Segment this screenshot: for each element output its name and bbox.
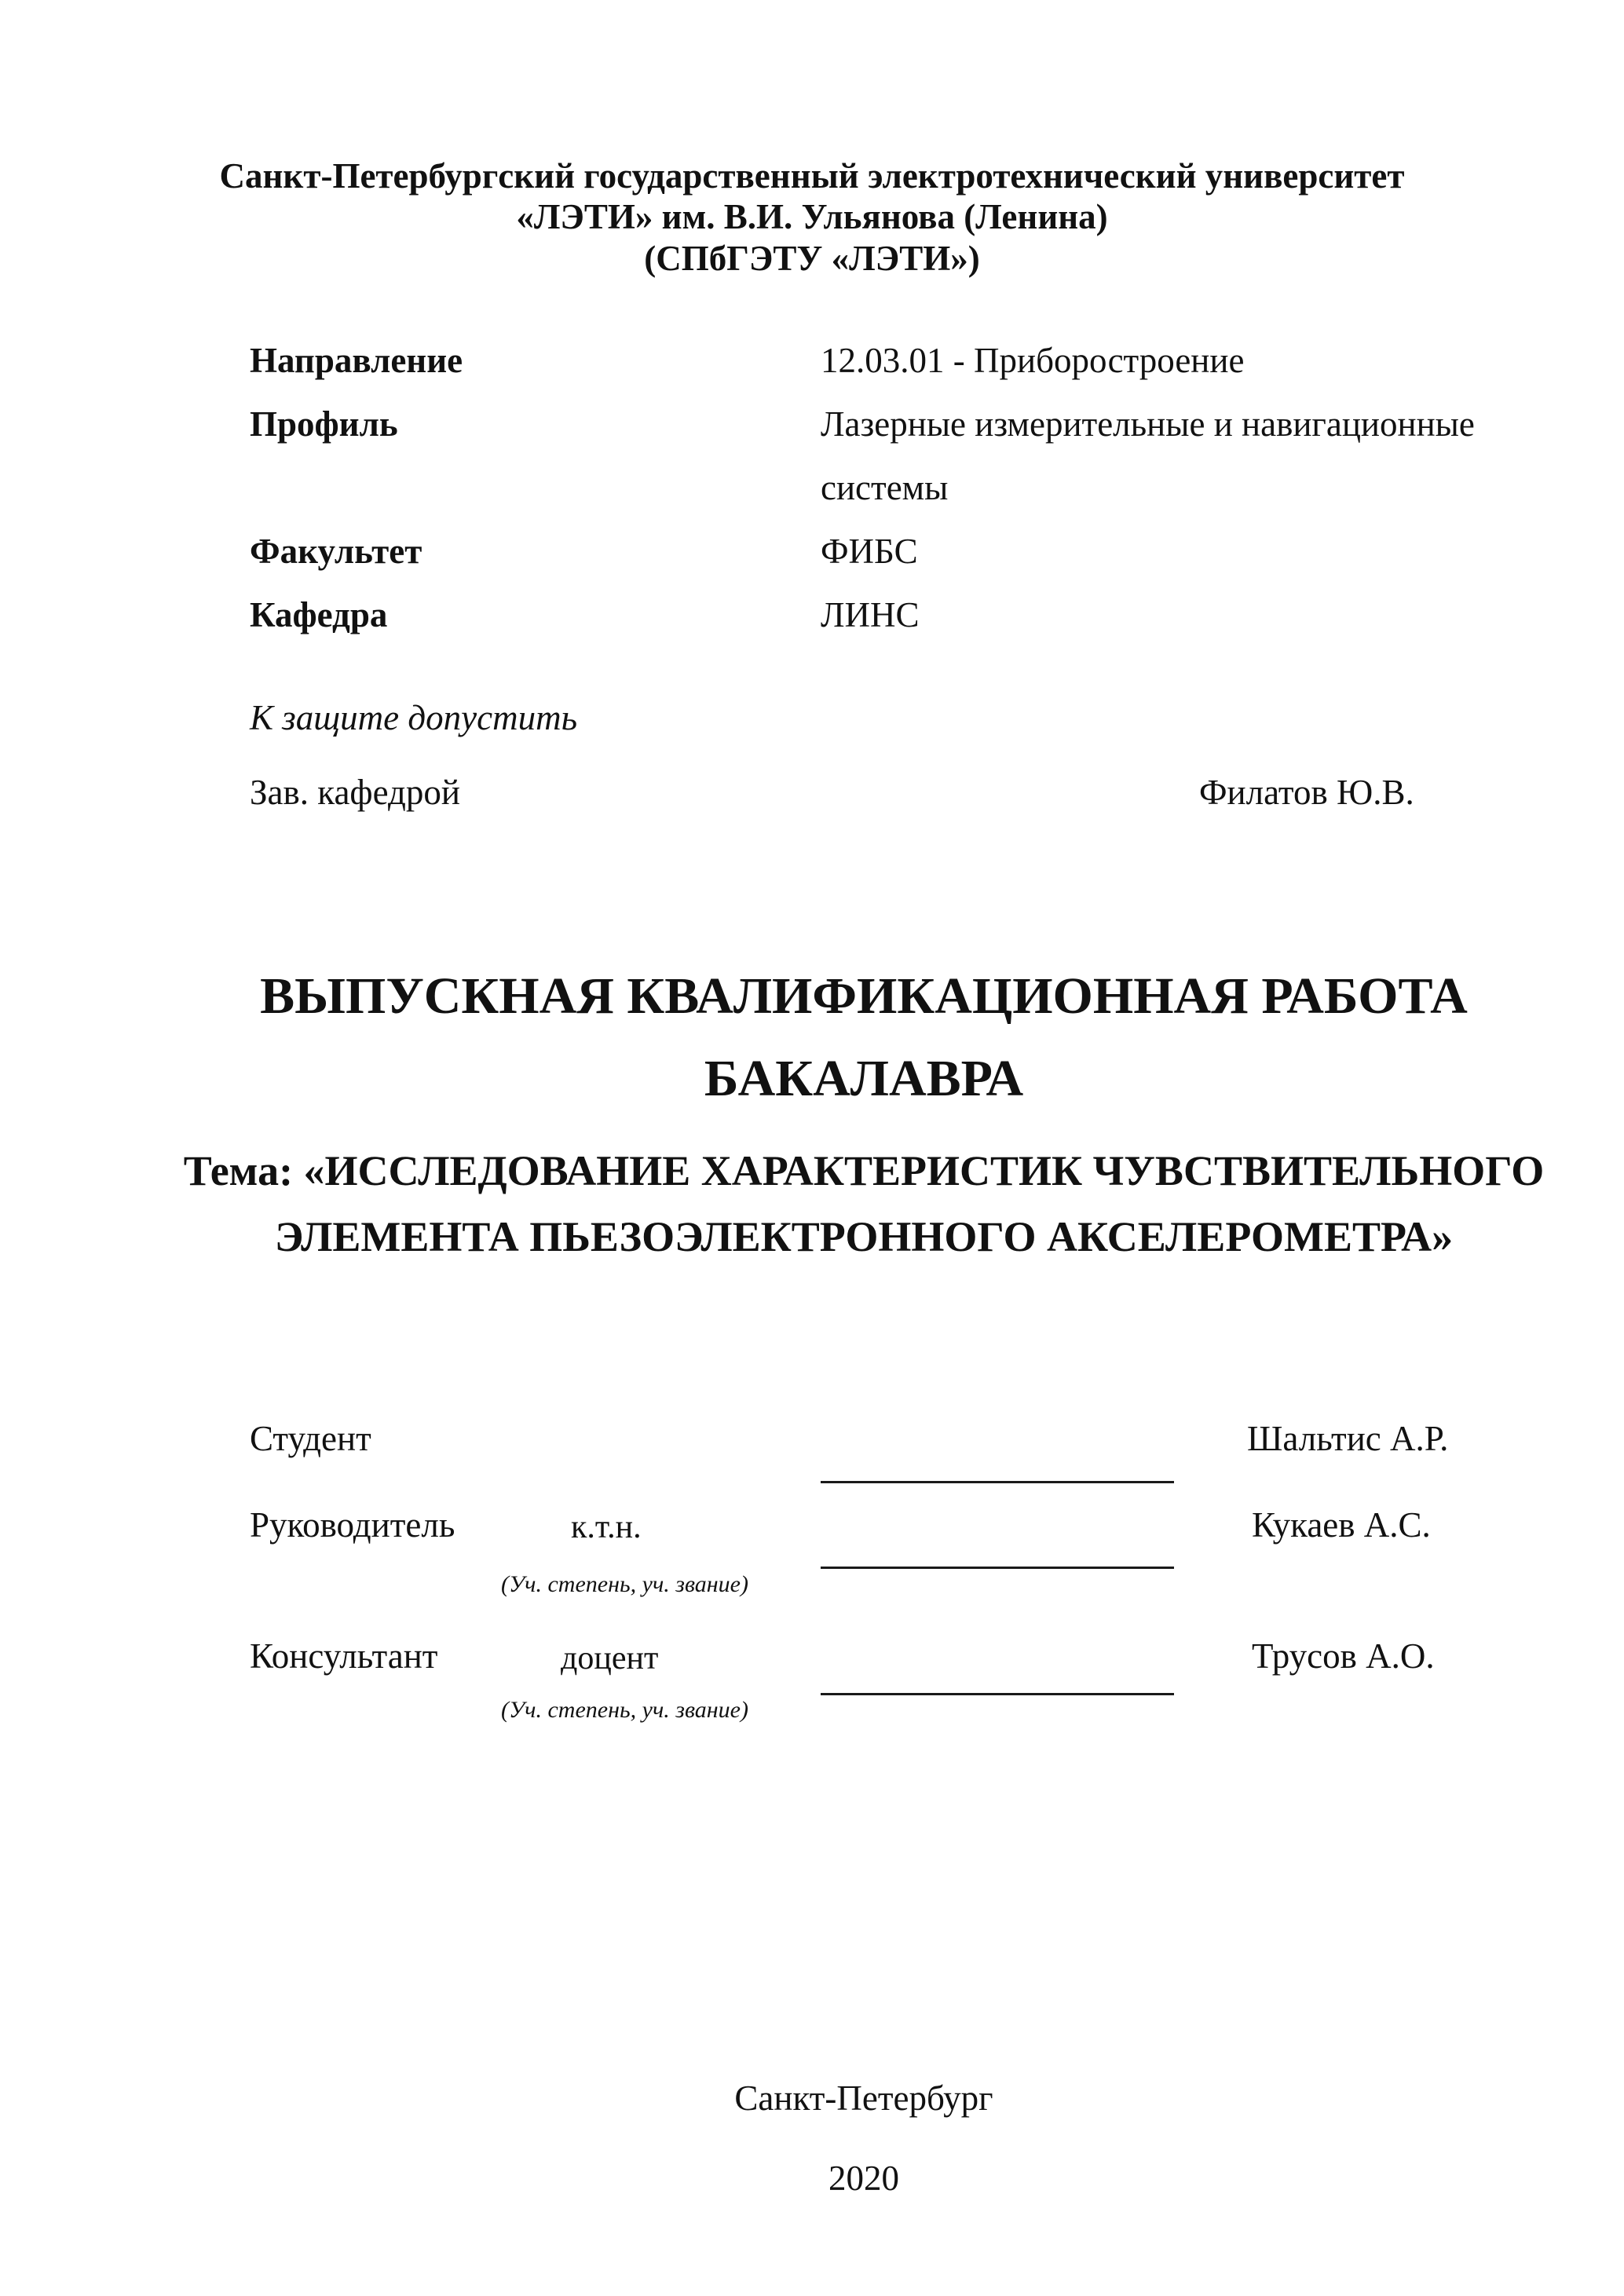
university-header (0, 155, 1624, 279)
signature-degree-consultant: доцент (561, 1640, 659, 1676)
signature-line-student (821, 1481, 1174, 1483)
work-theme-line-1: Тема: «ИССЛЕДОВАНИЕ ХАРАКТЕРИСТИК ЧУВСТВИТЕЛЬНОГО (183, 1147, 1545, 1194)
signature-name-student: Шальтис А.Р. (1247, 1419, 1449, 1458)
signature-name-consultant: Трусов А.О. (1252, 1636, 1435, 1676)
university-abbreviation-line: (СПбГЭТУ «ЛЭТИ») (644, 238, 980, 278)
footer-city: Санкт-Петербург (734, 2078, 993, 2118)
program-fields (250, 329, 1512, 647)
signature-caption-consultant: (Уч. степень, уч. звание) (501, 1697, 748, 1723)
field-label-direction: Направление (250, 341, 463, 380)
signature-role-consultant: Консультант (250, 1636, 438, 1676)
signature-role-supervisor: Руководитель (250, 1505, 455, 1545)
department-head-label: Зав. кафедрой (250, 773, 460, 812)
university-name-line-2: «ЛЭТИ» им. В.И. Ульянова (Ленина) (516, 197, 1108, 237)
signature-line-consultant (821, 1693, 1174, 1695)
field-label-faculty: Факультет (250, 532, 422, 571)
field-value-faculty: ФИБС (821, 532, 918, 571)
work-title-line-2: БАКАЛАВРА (704, 1050, 1024, 1107)
field-value-profile: Лазерные измерительные и навигационные системы (821, 404, 1475, 507)
university-name-line-1: Санкт-Петербургский государственный электротехнический университет (219, 156, 1405, 196)
admission-note: К защите допустить (250, 698, 578, 737)
work-title-line-1: ВЫПУСКНАЯ КВАЛИФИКАЦИОННАЯ РАБОТА (260, 967, 1468, 1025)
field-value-department: ЛИНС (821, 595, 920, 634)
footer-year: 2020 (828, 2159, 899, 2198)
signature-name-supervisor: Кукаев А.С. (1252, 1505, 1431, 1545)
field-label-profile: Профиль (250, 404, 398, 444)
field-value-direction: 12.03.01 - Приборостроение (821, 341, 1245, 380)
department-head-name: Филатов Ю.В. (1199, 773, 1414, 812)
signature-caption-supervisor: (Уч. степень, уч. звание) (501, 1571, 748, 1597)
field-label-department: Кафедра (250, 595, 388, 634)
signature-degree-supervisor: к.т.н. (571, 1509, 642, 1545)
work-theme-line-2: ЭЛЕМЕНТА ПЬЕЗОЭЛЕКТРОННОГО АКСЕЛЕРОМЕТРА» (274, 1213, 1454, 1260)
signature-role-student: Студент (250, 1419, 371, 1458)
signature-line-supervisor (821, 1567, 1174, 1569)
